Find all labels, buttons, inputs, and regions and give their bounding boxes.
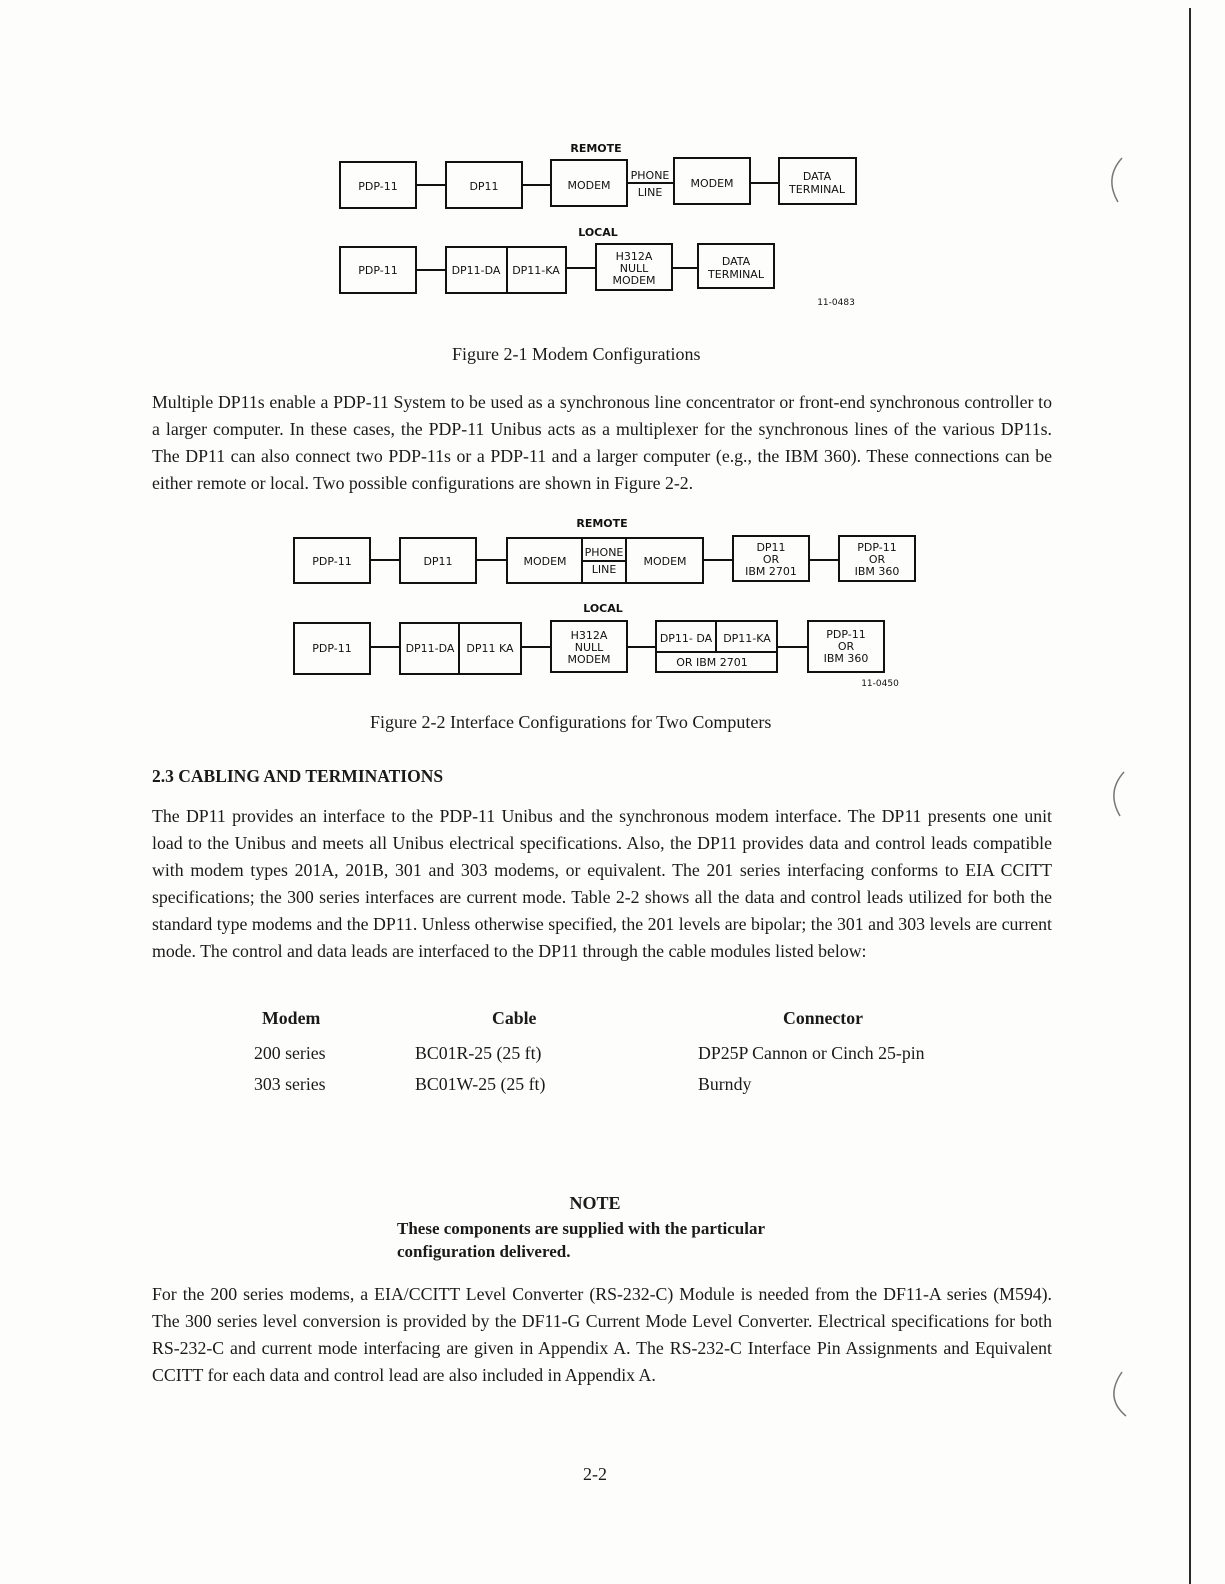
f1-local-label: LOCAL bbox=[578, 226, 618, 239]
f2-local-label: LOCAL bbox=[583, 602, 623, 615]
table-header-connector: Connector bbox=[783, 1008, 863, 1028]
f1-null-modem-label: MODEM bbox=[612, 274, 656, 287]
f1-dp11-label: DP11 bbox=[469, 180, 499, 193]
f2-local-ibm360-label: IBM 360 bbox=[823, 652, 869, 665]
f2-or-label: OR bbox=[762, 553, 780, 566]
f2-pdp11-top-label: PDP-11 bbox=[857, 541, 897, 554]
figure-2-2-caption: Figure 2-2 Interface Configurations for Two Computers bbox=[370, 712, 772, 732]
table-cell: Burndy bbox=[698, 1074, 752, 1094]
f1-terminal-label: TERMINAL bbox=[789, 183, 845, 196]
f2-null-modem-label: MODEM bbox=[567, 653, 611, 666]
f2-modem-left-label: MODEM bbox=[523, 555, 567, 568]
f1-dp11-da-label: DP11-DA bbox=[451, 264, 501, 277]
f1-local-pdp11-label: PDP-11 bbox=[358, 264, 398, 277]
table-header-modem: Modem bbox=[262, 1008, 321, 1028]
paragraph-level-converter: For the 200 series modems, a EIA/CCITT Level Converter (RS-232-C) Module is needed from the DF11-A series (M594). The 300 series level conversion is provided by the DF11-G Current Mode Level Converter. Electrical specifications for both RS-232-C and current mode interfacing are given in Appendix A. The RS-232-C Interface Pin Assignments and Equivalent CCITT for each data and control lead are also included in Appendix A. bbox=[152, 1284, 1052, 1385]
f2-local-pdp11-label: PDP-11 bbox=[312, 642, 352, 655]
f2-phone-label: PHONE bbox=[584, 546, 624, 559]
f1-local-terminal-label: TERMINAL bbox=[708, 268, 764, 281]
f1-line-label: LINE bbox=[637, 186, 663, 199]
f2-ibm2701-label: IBM 2701 bbox=[745, 565, 797, 578]
f1-null-label: NULL bbox=[619, 262, 649, 275]
f2-dp11-top-label: DP11 bbox=[756, 541, 786, 554]
f2-or-ibm2701-label: OR IBM 2701 bbox=[676, 656, 748, 669]
f2-pdp11-label: PDP-11 bbox=[312, 555, 352, 568]
f2-dp11-ka2-label: DP11-KA bbox=[723, 632, 771, 645]
f1-phone-label: PHONE bbox=[630, 169, 670, 182]
f1-pdp11-label: PDP-11 bbox=[358, 180, 398, 193]
f2-line-label: LINE bbox=[591, 563, 617, 576]
table-header-cable: Cable bbox=[492, 1008, 537, 1028]
page-edge-rule bbox=[1189, 8, 1191, 1584]
f1-modem-left-label: MODEM bbox=[567, 179, 611, 192]
f2-code: 11-0450 bbox=[861, 679, 899, 689]
f2-or2-label: OR bbox=[868, 553, 886, 566]
page-number: 2-2 bbox=[583, 1464, 607, 1484]
figure-2-1-caption: Figure 2-1 Modem Configurations bbox=[452, 344, 701, 364]
f2-ibm360-label: IBM 360 bbox=[854, 565, 900, 578]
table-cell: 200 series bbox=[254, 1043, 326, 1063]
f1-code: 11-0483 bbox=[817, 298, 855, 308]
f1-modem-right-label: MODEM bbox=[690, 177, 734, 190]
section-heading: 2.3 CABLING AND TERMINATIONS bbox=[152, 766, 444, 786]
table-cell: BC01W-25 (25 ft) bbox=[415, 1074, 546, 1094]
f2-local-pdp11-right-label: PDP-11 bbox=[826, 628, 866, 641]
f2-dp11-da-label: DP11-DA bbox=[405, 642, 455, 655]
f2-local-or-label: OR bbox=[837, 640, 855, 653]
f2-dp11-ka-label: DP11 KA bbox=[466, 642, 514, 655]
paragraph-cabling: The DP11 provides an interface to the PDP-11 Unibus and the synchronous modem interface. The DP11 presents one unit load to the Unibus and meets all Unibus electrical specifications. Also, the DP11 provides data and control leads compatible with modem types 201A, 201B, 301 and 303 modems, or equivalent. The 201 series interfacing conforms to EIA CCITT specifications; the 300 series interfaces are current mode. Table 2-2 shows all the data and control leads utilized for both the standard type modems and the DP11. Unless otherwise specified, the 201 levels are bipolar; the 301 and 303 levels are current mode. The control and data leads are interfaced to the DP11 through the cable modules listed below: bbox=[152, 806, 1052, 961]
table-cell: BC01R-25 (25 ft) bbox=[415, 1043, 542, 1063]
f1-h312a-label: H312A bbox=[615, 250, 653, 263]
f2-modem-right-label: MODEM bbox=[643, 555, 687, 568]
note-body: These components are supplied with the particular configuration delivered. bbox=[397, 1219, 765, 1261]
f1-local-data-label: DATA bbox=[721, 255, 751, 268]
f2-h312a-label: H312A bbox=[570, 629, 608, 642]
f1-dp11-ka-label: DP11-KA bbox=[512, 264, 560, 277]
f2-null-label: NULL bbox=[574, 641, 604, 654]
f2-remote-label: REMOTE bbox=[576, 517, 628, 530]
f2-dp11-label: DP11 bbox=[423, 555, 453, 568]
f1-data-label: DATA bbox=[802, 170, 832, 183]
table-cell: DP25P Cannon or Cinch 25-pin bbox=[698, 1043, 925, 1063]
table-cell: 303 series bbox=[254, 1074, 326, 1094]
f2-dp11-da2-label: DP11- DA bbox=[659, 632, 713, 645]
binder-hole-marks bbox=[1100, 150, 1140, 1430]
paragraph-multiple-dp11: Multiple DP11s enable a PDP-11 System to be used as a synchronous line concentrator or front-end synchronous controller to a larger computer. In these cases, the PDP-11 Unibus acts as a multiplexer for the synchronous lines of the various DP11s. The DP11 can also connect two PDP-11s or a PDP-11 and a larger computer (e.g., the IBM 360). These connections can be either remote or local. Two possible configurations are shown in Figure 2-2. bbox=[152, 392, 1052, 493]
f1-remote-label: REMOTE bbox=[570, 142, 622, 155]
note-title: NOTE bbox=[569, 1193, 621, 1213]
